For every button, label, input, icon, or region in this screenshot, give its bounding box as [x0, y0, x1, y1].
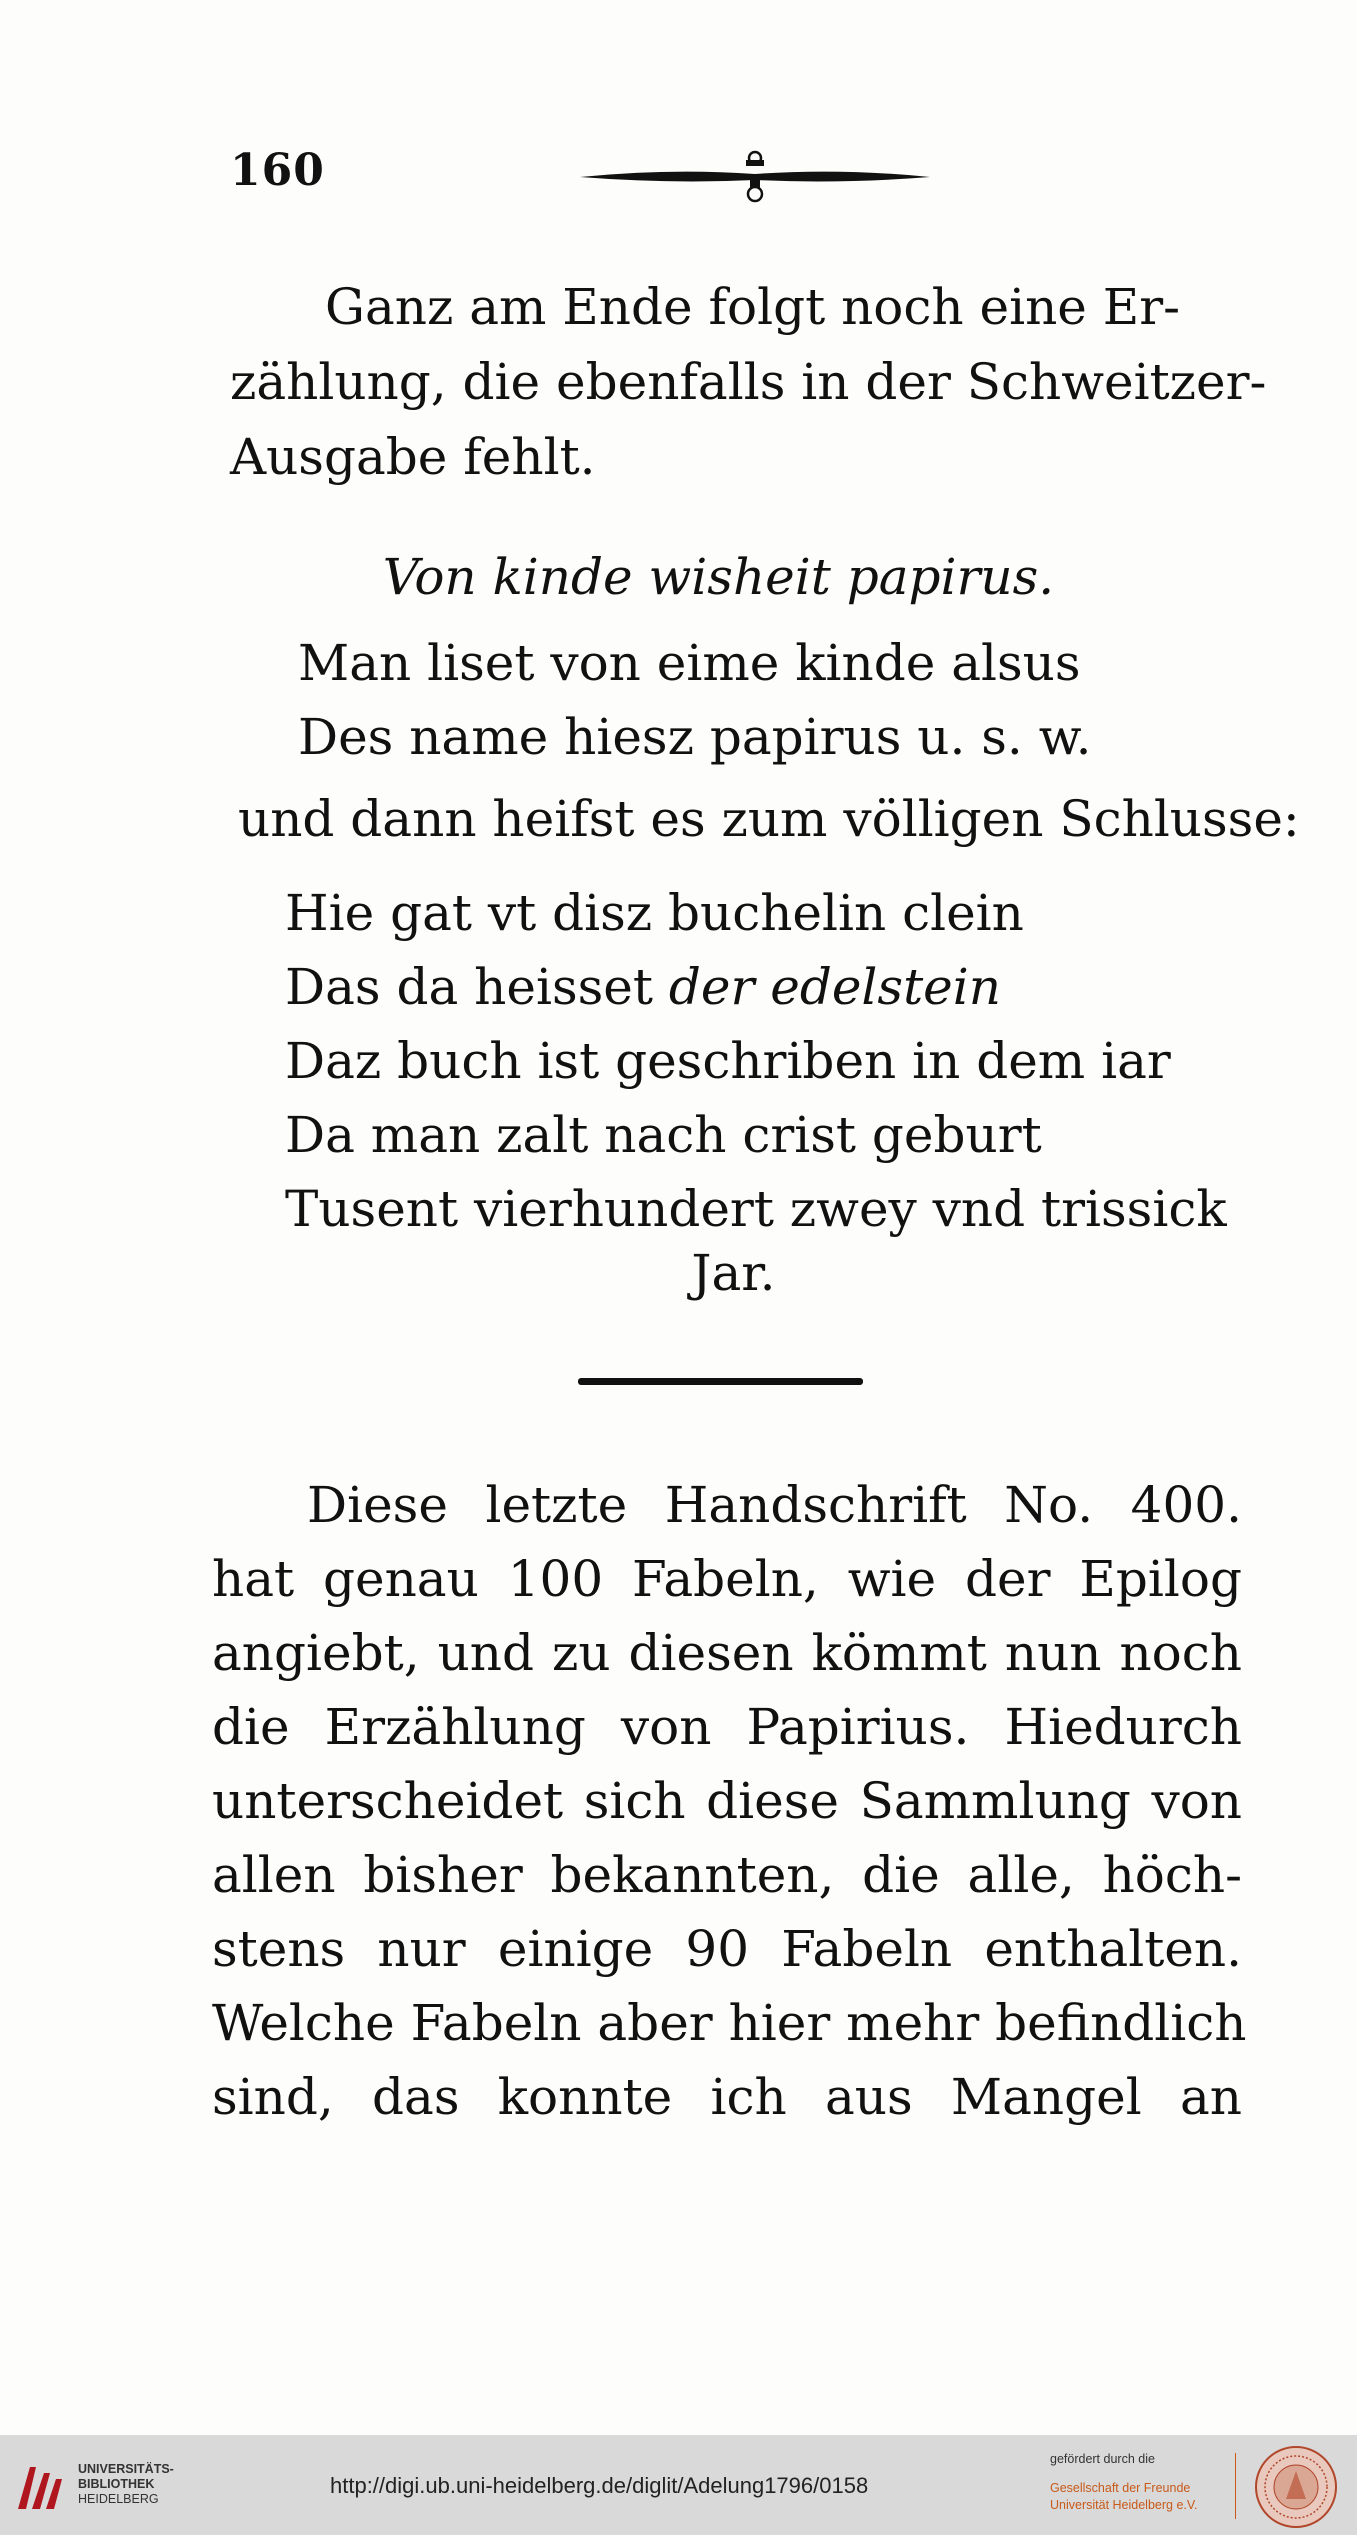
section-divider — [578, 1378, 863, 1385]
sponsor-name-line: Universität Heidelberg e.V. — [1050, 2498, 1198, 2512]
verse-line: Hie gat vt disz buchelin clein — [285, 884, 1024, 942]
sponsor-credit — [1050, 2451, 1198, 2514]
sponsor-name-line: Gesellschaft der Freunde — [1050, 2481, 1191, 2495]
text-line: Diese letzte Handschrift No. 400. — [307, 1476, 1242, 1534]
footer-divider — [1235, 2453, 1236, 2519]
university-seal-icon — [1252, 2443, 1340, 2531]
text-line: sind, das konnte ich aus Mangel an — [212, 2068, 1242, 2126]
verse-line: Tusent vierhundert zwey vnd trissick — [285, 1180, 1227, 1238]
page-number: 160 — [230, 145, 325, 196]
text-line: Ausgabe fehlt. — [230, 428, 596, 486]
poem-title: Von kinde wisheit papirus. — [382, 548, 1055, 606]
verse-text: Das da heisset — [285, 958, 669, 1016]
text-line: allen bisher bekannten, die alle, höch- — [212, 1846, 1242, 1904]
library-logo-icon — [12, 2459, 68, 2515]
text-line: hat genau 100 Fabeln, wie der Epilog — [212, 1550, 1242, 1608]
text-line: Ganz am Ende folgt noch eine Er- — [325, 278, 1181, 336]
text-line: stens nur einige 90 Fabeln enthalten. — [212, 1920, 1242, 1978]
verse-line: Daz buch ist geschriben in dem iar — [285, 1032, 1171, 1090]
library-name-line: HEIDELBERG — [78, 2492, 159, 2506]
verse-line: Da man zalt nach crist geburt — [285, 1106, 1042, 1164]
verse-block-2 — [285, 876, 1227, 1246]
header-ornament — [580, 150, 930, 210]
verse-line: Des name hiesz papirus u. s. w. — [298, 708, 1092, 766]
paragraph-intro — [230, 270, 1266, 495]
text-line: Welche Fabeln aber hier mehr befindlich — [212, 1994, 1247, 2052]
source-url-link[interactable]: http://digi.ub.uni-heidelberg.de/diglit/Adelung1796/0158 — [330, 2473, 869, 2498]
verse-line — [285, 950, 1227, 1024]
paragraph-main — [212, 1468, 1247, 2134]
bridge-line: und dann heifst es zum völligen Schlusse: — [238, 790, 1300, 848]
verse-line: Man liset von eime kinde alsus — [298, 634, 1081, 692]
footer-bar — [0, 2435, 1357, 2535]
text-line: unterscheidet sich diese Sammlung von — [212, 1772, 1242, 1830]
library-name-line: UNIVERSITÄTS- — [78, 2462, 174, 2476]
text-line: die Erzählung von Papirius. Hiedurch — [212, 1698, 1242, 1756]
text-line: zählung, die ebenfalls in der Schweitzer- — [230, 353, 1267, 411]
verse-italic-text: der edelstein — [668, 958, 1001, 1016]
sponsor-prefix: gefördert durch die — [1050, 2452, 1155, 2466]
library-name — [78, 2462, 174, 2507]
text-line: angiebt, und zu diesen kömmt nun noch — [212, 1624, 1242, 1682]
verse-ending: Jar. — [691, 1244, 776, 1302]
verse-block-1 — [298, 626, 1091, 774]
library-name-line: BIBLIOTHEK — [78, 2477, 155, 2491]
